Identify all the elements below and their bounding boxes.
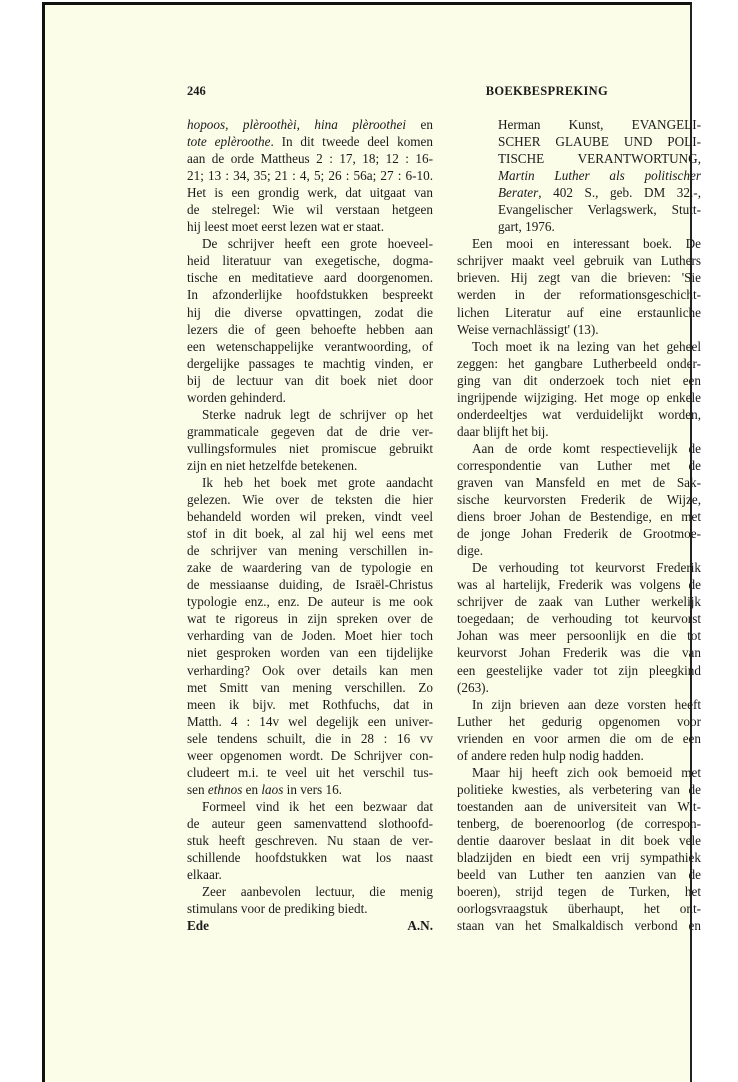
- text-line: een wetenschappelijke verantwoording, of: [187, 338, 433, 354]
- text-line: was al hartelijk, Frederik was volgens de: [457, 577, 701, 593]
- text-line: bladzijden en biedt een vrij sympathiek: [457, 850, 701, 866]
- text-line: met Smitt van mening verschillen. Zo: [187, 679, 433, 695]
- text-line: Het is een grondig werk, dat uitgaat van: [187, 185, 433, 201]
- text-line: wat te rigoreus in zijn spreken over de: [187, 611, 433, 627]
- text-line: Toch moet ik na lezing van het geheel: [472, 338, 701, 354]
- italic-text: hopoos, plèroothèi, hina plèroothei: [187, 117, 407, 132]
- text-segment: en: [406, 117, 434, 132]
- paragraph: [457, 440, 701, 559]
- text-line: de jonge Johan Frederik de Grootmoe-: [457, 526, 701, 542]
- text-line: typologie enz., enz. De auteur is me ook: [187, 594, 433, 610]
- text-line: graven van Mansfeld en met de Sak-: [457, 474, 701, 490]
- text-line: Maar hij heeft zich ook bemoeid met: [472, 764, 701, 780]
- text-line: keurvorst Johan Frederik was die van: [457, 645, 701, 661]
- text-line: aan de orde Mattheus 2 : 17, 18; 12 : 16-: [187, 151, 433, 167]
- text-line: de auteur geen samenvattend slothoofd-: [187, 815, 433, 831]
- text-segment: . In dit tweede deel komen: [270, 134, 433, 150]
- text-line: lichen Literatur auf eine erstaunliche: [457, 304, 701, 320]
- text-line: een geestelijke vader tot zijn pleegkind: [457, 662, 701, 678]
- italic-text: Berater: [498, 185, 539, 201]
- text-line: In zijn brieven aan deze vorsten heeft: [472, 696, 701, 712]
- text-line: diens broer Johan de Bestendige, en met: [457, 509, 701, 525]
- text-line: de schrijver van mening verschillen in-: [187, 543, 433, 559]
- text-line: ging van dit onderzoek toch niet een: [457, 372, 701, 388]
- text-line: ingrijpende wijziging. Het moge op enkele: [457, 389, 701, 405]
- text-line: weer opgenomen wordt. De Schrijver con-: [187, 747, 433, 763]
- paragraph: [457, 764, 701, 934]
- right-column: [457, 116, 701, 934]
- paragraph: [187, 798, 433, 883]
- text-segment: en: [242, 781, 262, 797]
- text-line: sele tendens schuilt, die in 28 : 16 vv: [187, 730, 433, 746]
- paragraph: [457, 559, 701, 695]
- text-line: zeggen: het gangbare Lutherbeeld onder-: [457, 355, 701, 371]
- text-line: politieke kwesties, als verbetering van de: [457, 781, 701, 797]
- signature-place: Ede: [187, 918, 209, 934]
- text-line: vullingsformules niet promiscue gebruikt: [187, 440, 433, 456]
- text-line: meen ik bijv. met Rothfuchs, dat in: [187, 696, 433, 712]
- text-segment: in vers 16.: [283, 781, 342, 797]
- paragraph: [187, 883, 433, 917]
- text-line: [187, 133, 433, 150]
- text-line: schrijver de zaak van Luther werkelijk: [457, 594, 701, 610]
- text-line: De schrijver heeft een grote hoeveel-: [202, 236, 433, 252]
- text-line: [187, 116, 433, 133]
- text-line: stuk heeft geschreven. Nu staan de ver-: [187, 832, 433, 848]
- text-line: toegedaan; de verhouding tot keurvorst: [457, 611, 701, 627]
- text-segment: sen: [187, 781, 208, 797]
- text-line: de stelregel: Wie wil verstaan hetgeen: [187, 202, 433, 218]
- text-line: beeld van Luther ten aanzien van de: [457, 867, 701, 883]
- text-line: cludeert m.i. te veel uit het verschil tus-: [187, 764, 433, 780]
- running-title: BOEKBESPREKING: [485, 84, 608, 98]
- text-line: daar blijft het bij.: [457, 423, 549, 439]
- text-line: verharding van de Joden. Moet hier toch: [187, 628, 433, 644]
- text-line: verharding? Ook over details kan men: [187, 662, 433, 678]
- text-line: Herman Kunst, EVANGELI-: [498, 117, 701, 132]
- text-line: zake de waardering van de typologie en: [187, 560, 433, 576]
- text-line: lezers die of geen behoefte hebben aan: [187, 321, 433, 337]
- text-line: gart, 1976.: [498, 219, 555, 235]
- text-line: correspondentie van Luther met de: [457, 457, 701, 473]
- text-line: Ik heb het boek met grote aandacht: [202, 474, 433, 490]
- text-line: dige.: [457, 543, 484, 559]
- text-line: grammaticale gegeven dat de drie ver-: [187, 423, 433, 439]
- text-line: of andere reden hulp nodig hadden.: [457, 747, 644, 763]
- text-line: hij leest moet eerst lezen wat er staat.: [187, 219, 384, 235]
- text-line: onderdeeltjes wat verduidelijkt worden,: [457, 406, 701, 422]
- signature-initials: A.N.: [407, 918, 433, 934]
- text-line: zijn en niet hetzelfde betekenen.: [187, 457, 358, 473]
- text-line: tische en meditatieve aard doorgenomen.: [187, 270, 433, 286]
- text-line: de messiaanse duiding, de Israël-Christus: [187, 577, 433, 593]
- text-line: toestanden aan de universiteit van Wit-: [457, 798, 701, 814]
- text-line: heid literatuur van exegetische, dogma-: [187, 253, 433, 269]
- paragraph: [187, 406, 433, 474]
- text-line: De verhouding tot keurvorst Frederik: [472, 560, 701, 576]
- text-line: In afzonderlijke hoofdstukken bespreekt: [187, 287, 433, 303]
- paragraph: [187, 235, 433, 405]
- text-line: elkaar.: [187, 867, 222, 883]
- text-line: brieven. Hij zegt van die brieven: 'Sie: [457, 270, 701, 286]
- text-line: schillende hoofdstukken wat los naast: [187, 850, 433, 866]
- review-signature: [187, 917, 433, 934]
- text-line: tenberg, de boerenoorlog (de correspon-: [457, 815, 701, 831]
- text-line: hij die diverse opvattingen, zodat die: [187, 304, 433, 320]
- italic-text: Martin Luther als politischer: [498, 168, 701, 184]
- text-line: [498, 167, 701, 184]
- bibliographic-entry: [498, 116, 701, 235]
- paragraph: [457, 235, 701, 337]
- text-line: schrijver maakt veel gebruik van Luthers: [457, 253, 701, 269]
- italic-text: ethnos: [207, 781, 243, 797]
- text-line: stimulans voor de prediking biedt.: [187, 901, 368, 917]
- text-line: sische keurvorsten Frederik de Wijze,: [457, 492, 701, 508]
- text-line: 21; 13 : 34, 35; 21 : 4, 5; 26 : 56a; 27 : 6-10.: [187, 168, 433, 184]
- text-line: staan van het Smalkaldisch verbond en: [457, 918, 701, 934]
- text-line: niet gesproken worden van een tijdelijke: [187, 645, 433, 661]
- paragraph: [187, 474, 433, 798]
- italic-text: tote eplèroothe: [187, 134, 271, 150]
- text-line: Weise vernachlässigt' (13).: [457, 321, 599, 337]
- text-line: Een mooi en interessant boek. De: [472, 236, 701, 252]
- text-line: behandeld worden wil preken, vindt veel: [187, 509, 433, 525]
- text-line: Formeel vind ik het een bezwaar dat: [202, 798, 433, 814]
- text-line: Sterke nadruk legt de schrijver op het: [202, 406, 433, 422]
- text-line: boeren), strijd tegen de Turken, het: [457, 884, 701, 900]
- paragraph: [457, 696, 701, 764]
- text-line: Luther het gedurig opgenomen voor: [457, 713, 701, 729]
- text-line: [498, 184, 701, 201]
- page-number: 246: [187, 84, 206, 98]
- text-line: (263).: [457, 679, 489, 695]
- text-line: dentie daarover beslaat in dit boek vele: [457, 832, 701, 848]
- paragraph: [187, 116, 433, 235]
- text-line: SCHER GLAUBE UND POLI-: [498, 134, 701, 150]
- text-line: Johan was meer persoonlijk en die tot: [457, 628, 701, 644]
- text-line: gelezen. Wie over de teksten die hier: [187, 492, 433, 508]
- text-line: oorlogsvraagstuk überhaupt, het ont-: [457, 901, 701, 917]
- italic-text: laos: [261, 781, 284, 797]
- text-line: Aan de orde komt respectievelijk de: [472, 440, 701, 456]
- text-line: bij de lectuur van dit boek niet door: [187, 372, 433, 388]
- document-page: [42, 2, 701, 1082]
- text-line: Zeer aanbevolen lectuur, die menig: [202, 884, 433, 900]
- text-line: Evangelischer Verlagswerk, Stutt-: [498, 202, 701, 218]
- text-line: vrienden en voor armen die om de een: [457, 730, 701, 746]
- left-column: [187, 116, 433, 934]
- paragraph: [457, 338, 701, 440]
- text-line: Matth. 4 : 14v wel degelijk een univer-: [187, 713, 433, 729]
- text-line: [187, 781, 433, 798]
- text-line: TISCHE VERANTWORTUNG,: [498, 151, 701, 167]
- text-line: worden gehinderd.: [187, 389, 286, 405]
- text-line: werden in der reformationsgeschicht-: [457, 287, 701, 303]
- text-segment: , 402 S., geb. DM 32.-,: [538, 185, 701, 201]
- text-line: stof in dit boek, al zal hij wel eens met: [187, 526, 433, 542]
- text-line: dergelijke passages te machtig vinden, er: [187, 355, 433, 371]
